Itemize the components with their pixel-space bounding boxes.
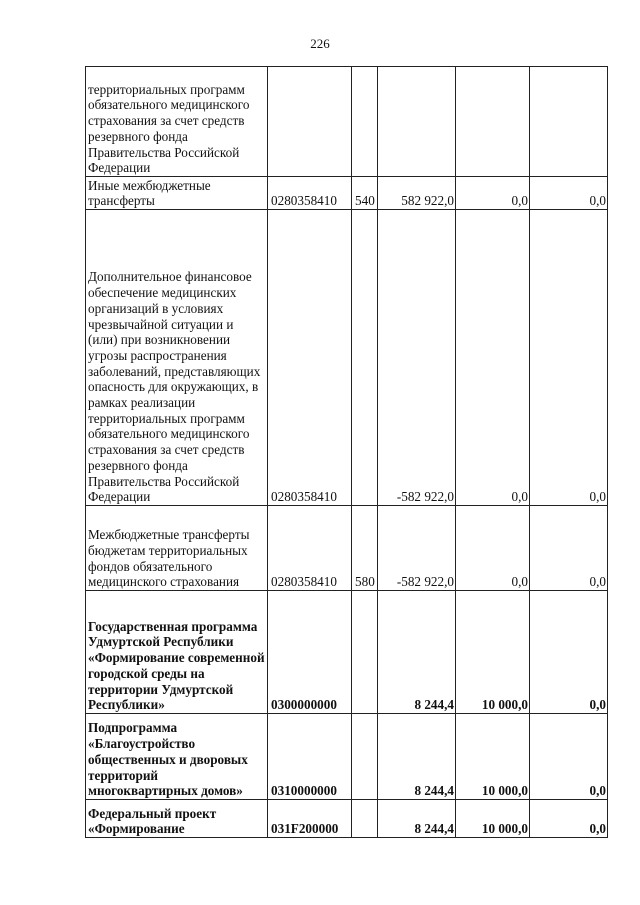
row-code: 031F200000 bbox=[268, 800, 352, 838]
row-value-2: 0,0 bbox=[456, 177, 530, 210]
row-value-2: 10 000,0 bbox=[456, 714, 530, 800]
row-name: Межбюджетные трансферты бюджетам территориальных фондов обязательного медицинского страхования bbox=[86, 506, 268, 591]
row-value-2: 10 000,0 bbox=[456, 591, 530, 714]
table-row bbox=[86, 506, 608, 591]
row-name: территориальных программ обязательного медицинского страхования за счет средств резервного фонда Правительства Российской Федерации bbox=[86, 67, 268, 177]
row-value-3: 0,0 bbox=[530, 800, 608, 838]
row-code: 0280358410 bbox=[268, 177, 352, 210]
row-expense-type bbox=[352, 67, 378, 177]
row-value-2 bbox=[456, 67, 530, 177]
table-row bbox=[86, 591, 608, 714]
row-name: Государственная программа Удмуртской Республики «Формирование современной городской среды на территории Удмуртской Республики» bbox=[86, 591, 268, 714]
row-code: 0280358410 bbox=[268, 210, 352, 506]
row-value-3: 0,0 bbox=[530, 714, 608, 800]
row-code: 0310000000 bbox=[268, 714, 352, 800]
table-row bbox=[86, 714, 608, 800]
row-expense-type bbox=[352, 800, 378, 838]
table-row bbox=[86, 177, 608, 210]
row-value-1: -582 922,0 bbox=[378, 506, 456, 591]
row-value-1 bbox=[378, 67, 456, 177]
row-name: Федеральный проект «Формирование bbox=[86, 800, 268, 838]
row-value-3: 0,0 bbox=[530, 210, 608, 506]
row-name: Подпрограмма «Благоустройство общественных и дворовых территорий многоквартирных домов» bbox=[86, 714, 268, 800]
row-value-2: 0,0 bbox=[456, 210, 530, 506]
row-expense-type bbox=[352, 210, 378, 506]
budget-table bbox=[85, 66, 608, 838]
table-row bbox=[86, 210, 608, 506]
row-value-1: 8 244,4 bbox=[378, 714, 456, 800]
table-row bbox=[86, 67, 608, 177]
row-code: 0280358410 bbox=[268, 506, 352, 591]
row-code bbox=[268, 67, 352, 177]
row-value-1: 582 922,0 bbox=[378, 177, 456, 210]
row-expense-type bbox=[352, 714, 378, 800]
row-value-1: 8 244,4 bbox=[378, 591, 456, 714]
row-value-3: 0,0 bbox=[530, 506, 608, 591]
row-value-3: 0,0 bbox=[530, 591, 608, 714]
row-value-2: 0,0 bbox=[456, 506, 530, 591]
row-value-1: -582 922,0 bbox=[378, 210, 456, 506]
row-expense-type bbox=[352, 591, 378, 714]
row-expense-type: 580 bbox=[352, 506, 378, 591]
row-value-1: 8 244,4 bbox=[378, 800, 456, 838]
row-name: Иные межбюджетные трансферты bbox=[86, 177, 268, 210]
row-value-2: 10 000,0 bbox=[456, 800, 530, 838]
row-code: 0300000000 bbox=[268, 591, 352, 714]
row-expense-type: 540 bbox=[352, 177, 378, 210]
table-row bbox=[86, 800, 608, 838]
row-name: Дополнительное финансовое обеспечение медицинских организаций в условиях чрезвычайной ситуации и (или) при возникновении угрозы распространения заболеваний, представляющих опасность для окружающих, в рамках реализации территориальных программ обязательного медицинского страхования за счет средств резервного фонда Правительства Российской Федерации bbox=[86, 210, 268, 506]
row-value-3 bbox=[530, 67, 608, 177]
page-number: 226 bbox=[310, 36, 330, 51]
row-value-3: 0,0 bbox=[530, 177, 608, 210]
